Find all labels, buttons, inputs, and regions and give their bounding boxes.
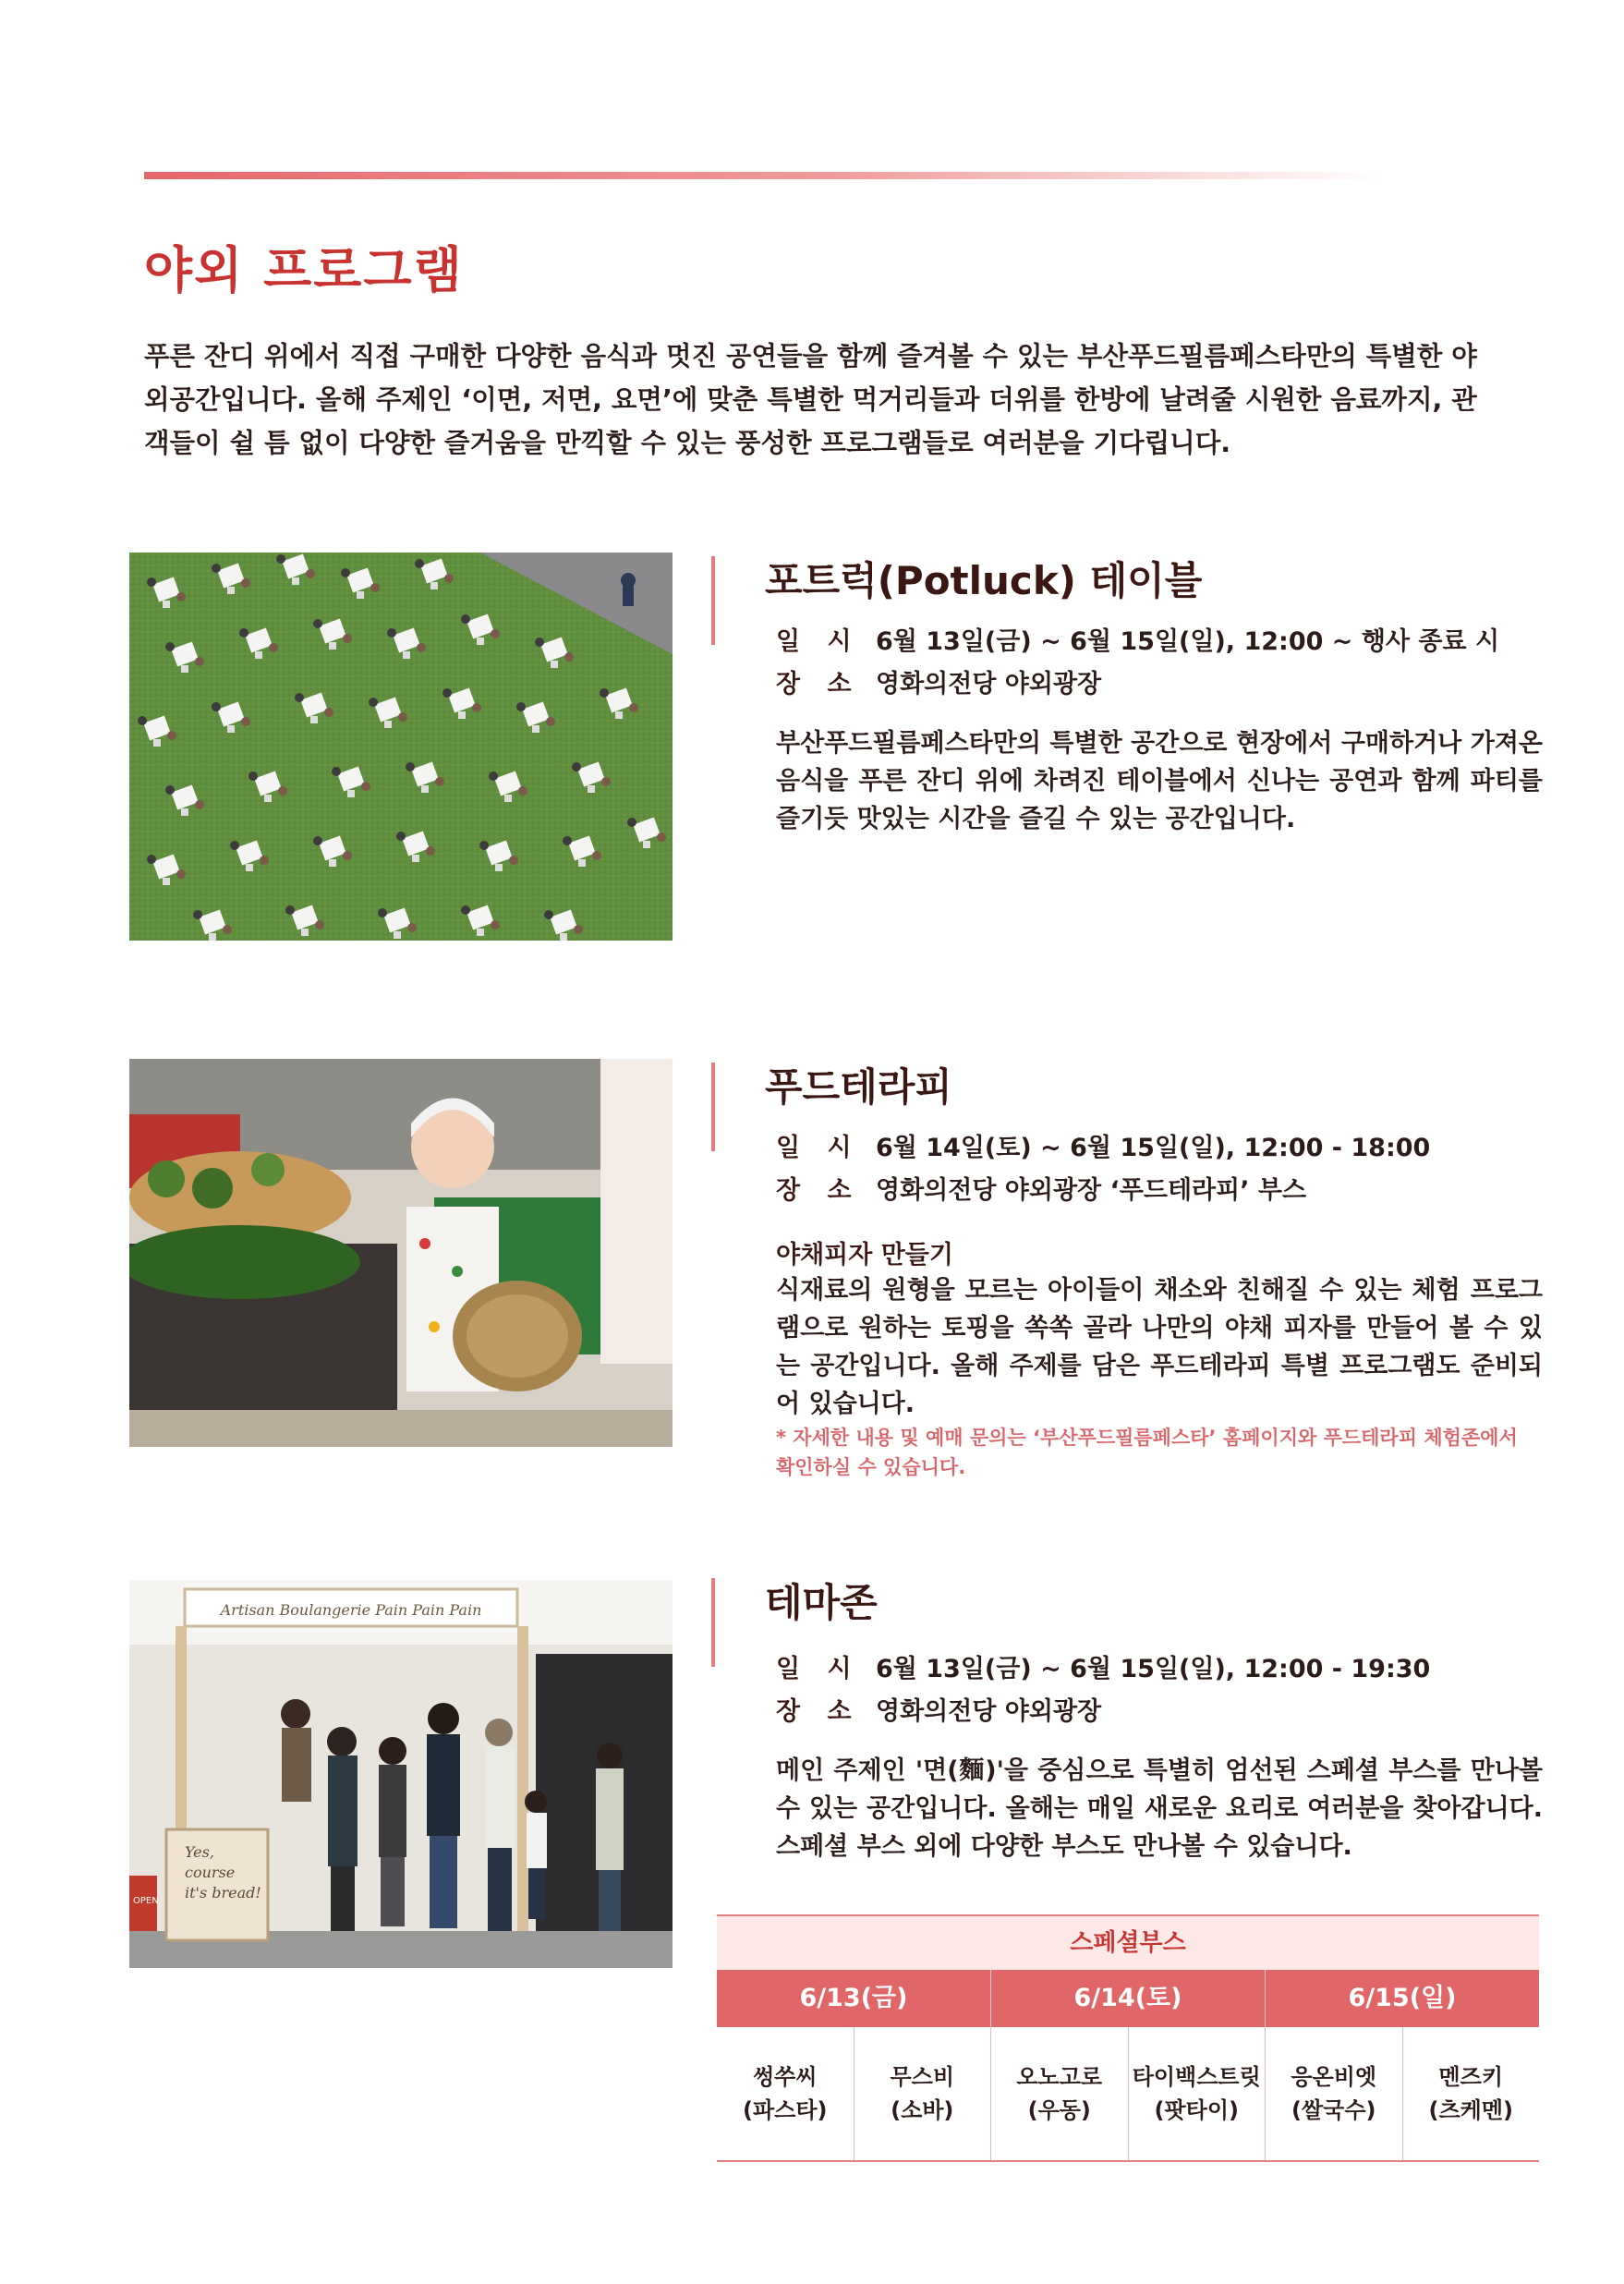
place-label: 장 소 xyxy=(776,1697,861,1726)
date-row xyxy=(776,621,1499,663)
board-text-2: course xyxy=(185,1864,236,1881)
section-title: 푸드테라피 xyxy=(765,1064,952,1110)
booth-shop-row xyxy=(717,2027,1539,2162)
section-title: 포트럭(Potluck) 테이블 xyxy=(765,558,1203,603)
top-divider xyxy=(144,172,1382,179)
special-booth-table xyxy=(717,1914,1539,2162)
date-label: 일 시 xyxy=(776,1134,861,1162)
booth-cell xyxy=(990,2027,1128,2160)
place-value: 영화의전당 야외광장 xyxy=(876,1697,1102,1726)
booth-dish: (우동) xyxy=(1027,2097,1091,2123)
booth-name: 타이백스트릿 xyxy=(1132,2064,1261,2090)
booth-dish: (팟타이) xyxy=(1154,2097,1239,2123)
day-header-cell: 6/14(토) xyxy=(990,1970,1265,2027)
booth-cell xyxy=(717,2027,854,2160)
day-header-cell: 6/15(일) xyxy=(1265,1970,1539,2027)
booth-cell xyxy=(854,2027,991,2160)
date-value: 6월 14일(토) ~ 6월 15일(일), 12:00 - 18:00 xyxy=(876,1134,1431,1162)
booth-dish: (쌀국수) xyxy=(1291,2097,1376,2123)
booth-name: 오노고로 xyxy=(1016,2064,1103,2090)
booth-name: 썽쑤씨 xyxy=(752,2064,818,2090)
page-title: 야외 프로그램 xyxy=(144,241,464,299)
section-description: 식재료의 원형을 모르는 아이들이 채소와 친해질 수 있는 체험 프로그램으로 원하는 토핑을 쏙쏙 골라 나만의 야채 피자를 만들어 볼 수 있는 공간입니다. 올해 주제를 담은 푸드테라피 특별 프로그램도 준비되어 있습니다. xyxy=(776,1276,1543,1418)
date-label: 일 시 xyxy=(776,1655,861,1683)
place-row xyxy=(776,663,1101,706)
intro-paragraph: 푸른 잔디 위에서 직접 구매한 다양한 음식과 멋진 공연들을 함께 즐겨볼 수 있는 부산푸드필름페스타만의 특별한 야외공간입니다. 올해 주제인 ‘이면, 저면, 요면’에 맞춘 특별한 먹거리들과 더위를 한방에 날려줄 시원한 음료까지, 관객들이 쉴 틈 없이 다양한 즐거움을 만끽할 수 있는 풍성한 프로그램들로 여러분을 기다립니다. xyxy=(144,341,1477,458)
date-value: 6월 13일(금) ~ 6월 15일(일), 12:00 - 19:30 xyxy=(876,1655,1431,1683)
section-accent-bar xyxy=(711,556,715,645)
place-row xyxy=(776,1691,1101,1733)
booth-dish: (츠케멘) xyxy=(1428,2097,1513,2123)
date-value: 6월 13일(금) ~ 6월 15일(일), 12:00 ~ 행사 종료 시 xyxy=(876,627,1500,656)
theme-zone-booth-photo xyxy=(129,1580,673,1968)
section-title: 테마존 xyxy=(765,1580,878,1625)
place-value: 영화의전당 야외광장 xyxy=(876,670,1102,699)
booth-dish: (파스타) xyxy=(743,2097,828,2123)
day-header-cell: 6/13(금) xyxy=(799,1984,908,2012)
section-accent-bar xyxy=(711,1063,715,1151)
section-accent-bar xyxy=(711,1578,715,1667)
potluck-tables-photo xyxy=(129,553,673,941)
booth-day-header xyxy=(717,1970,1539,2027)
bakery-sign: Artisan Boulangerie Pain Pain Pain xyxy=(220,1601,482,1619)
place-label: 장 소 xyxy=(776,670,861,699)
section-description: 부산푸드필름페스타만의 특별한 공간으로 현장에서 구매하거나 가져온 음식을 푸른 잔디 위에 차려진 테이블에서 신나는 공연과 함께 파티를 즐기듯 맛있는 시간을 즐길 수 있는 공간입니다. xyxy=(776,729,1543,833)
date-label: 일 시 xyxy=(776,627,861,656)
place-value: 영화의전당 야외광장 ‘푸드테라피’ 부스 xyxy=(876,1176,1307,1205)
open-sign: OPEN xyxy=(133,1896,159,1906)
booth-name: 멘즈키 xyxy=(1438,2064,1504,2090)
program-subhead: 야채피자 만들기 xyxy=(776,1241,953,1270)
booth-name: 응온비엣 xyxy=(1291,2064,1377,2090)
board-text-3: it's bread! xyxy=(185,1884,261,1901)
booth-cell xyxy=(1128,2027,1266,2160)
booth-table-title: 스페셜부스 xyxy=(717,1914,1539,1970)
booth-cell xyxy=(1265,2027,1402,2160)
place-label: 장 소 xyxy=(776,1176,861,1205)
booth-dish: (소바) xyxy=(891,2097,954,2123)
section-description: 메인 주제인 '면(麵)'을 중심으로 특별히 엄선된 스페셜 부스를 만나볼 수 있는 공간입니다. 올해는 매일 새로운 요리로 여러분을 찾아갑니다. 스페셜 부스 외에 다양한 부스도 만나볼 수 있습니다. xyxy=(776,1756,1543,1861)
booth-cell xyxy=(1402,2027,1540,2160)
date-row xyxy=(776,1648,1430,1691)
board-text-1: Yes, xyxy=(185,1843,214,1861)
booth-name: 무스비 xyxy=(890,2064,955,2090)
reservation-note: * 자세한 내용 및 예매 문의는 ‘부산푸드필름페스타’ 홈페이지와 푸드테라피 체험존에서 확인하실 수 있습니다. xyxy=(776,1427,1518,1478)
food-therapy-child-photo xyxy=(129,1059,673,1447)
date-row xyxy=(776,1127,1430,1170)
place-row xyxy=(776,1170,1306,1212)
